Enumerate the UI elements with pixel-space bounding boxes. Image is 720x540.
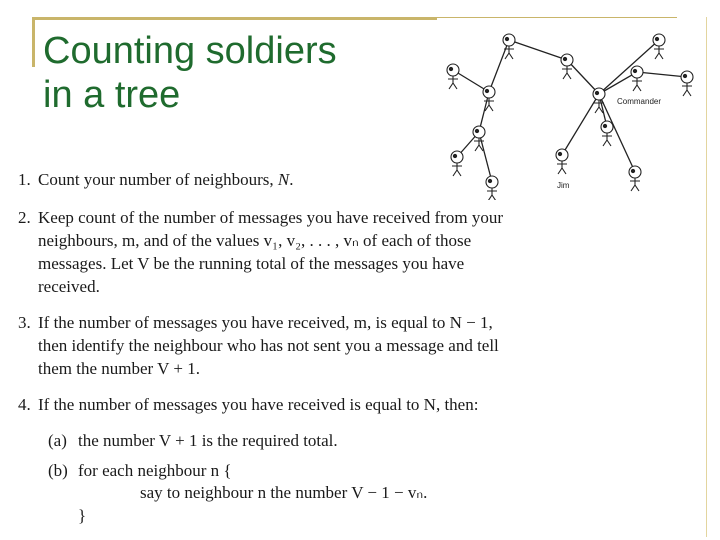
tree-edge [489,40,509,92]
slide-title-line-2: in a tree [43,74,181,116]
commander-label: Commander [617,97,662,106]
step-number: 4. [18,395,31,414]
step-line: Keep count of the number of messages you have received from your [38,208,503,227]
slide-frame-right [706,17,707,537]
substep-text: the number V + 1 is the required total. [78,431,338,450]
tree-edge [509,40,567,60]
step-text-part: Count your number of neighbours, [38,170,278,189]
soldier-icon [681,71,693,96]
slide-frame-left [32,17,35,67]
step-text-part: . [289,170,294,189]
jim-label: Jim [557,181,570,190]
step-number: 2. [18,208,31,227]
soldier-icon [601,121,613,146]
tree-edge [599,72,637,94]
step-line: messages. Let V be the running total of the messages you have [38,254,465,273]
closing-brace: } [78,506,87,525]
slide-frame-top-thin [437,17,677,18]
soldier-icon [503,34,515,59]
substep-label: (a) [48,431,67,450]
slide-title-line-1: Counting soldiers [43,30,337,72]
slide-frame-top [32,17,437,20]
soldier-icon [653,34,665,59]
soldier-icon [561,54,573,79]
soldier-icon [631,66,643,91]
step-line: received. [38,277,100,296]
tree-edge [562,94,599,155]
substep-text: for each neighbour n { [78,461,232,480]
step-line: If the number of messages you have received is equal to N, then: [38,395,479,414]
math-symbol: N [277,170,290,189]
substep-label: (b) [48,461,68,480]
inner-loop-line: say to neighbour n the number V − 1 − vₙ. [140,483,428,502]
step-line: then identify the neighbour who has not sent you a message and tell [38,336,499,355]
step-line: them the number V + 1. [38,359,200,378]
tree-edge [637,72,687,77]
tree-edge [599,40,659,94]
soldier-icon [447,64,459,89]
step-line: neighbours, m, and of the values v₁, v₂, . . . , vₙ of each of those [38,231,472,250]
tree-edge [567,60,599,94]
soldier-icon [629,166,641,191]
slide-title [43,29,337,117]
step-number: 3. [18,313,31,332]
step-line: If the number of messages you have received, m, is equal to N − 1, [38,313,493,332]
step-text [38,168,568,191]
step-number: 1. [18,170,31,189]
